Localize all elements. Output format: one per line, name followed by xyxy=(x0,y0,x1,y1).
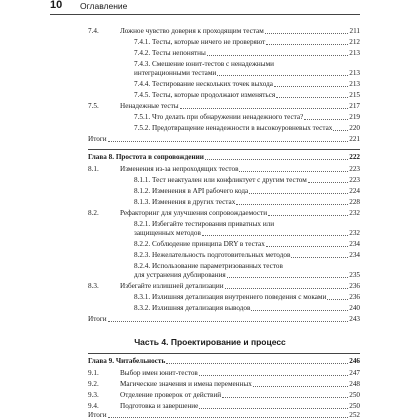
toc-entry[interactable]: 7.5.1. Что делать при обнаружении ненадежного теста? 219 xyxy=(134,113,360,121)
chapter-title[interactable]: Глава 9. Читабельность 246 xyxy=(88,357,360,365)
toc-entry[interactable]: 8.2.2. Соблюдение принципа DRY в тестах 234 xyxy=(134,240,360,248)
section-number: 8.2. xyxy=(88,209,99,217)
toc-entry-summary[interactable]: Итоги 221 xyxy=(88,135,360,143)
toc-entry[interactable]: 7.4.1. Тесты, которые ничего не проверяют 212 xyxy=(134,38,360,46)
chapter-divider xyxy=(88,149,360,150)
toc-entry[interactable]: защищенных методов 232 xyxy=(134,229,360,237)
toc-entry[interactable]: Ложное чувство доверия к проходящим тестам 211 xyxy=(120,27,360,35)
toc-entry-first-line: 7.4.3. Смешение юнит-тестов с ненадежными xyxy=(134,60,274,68)
section-number: 9.1. xyxy=(88,369,99,377)
section-number: 9.4. xyxy=(88,402,99,410)
toc-entry[interactable]: Избегайте излишней детализации 236 xyxy=(120,282,360,290)
chapter-divider xyxy=(88,353,360,354)
page-number: 10 xyxy=(50,0,63,11)
toc-entry[interactable]: 8.2.3. Нежелательность подготовительных методов 234 xyxy=(134,251,360,259)
toc-entry[interactable]: 8.1.1. Тест неактуален или конфликтует с другим тестом 223 xyxy=(134,176,360,184)
toc-entry[interactable]: Выбор имен юнит-тестов 247 xyxy=(120,369,360,377)
toc-entry-first-line: 8.2.4. Использование параметризованных тестов xyxy=(134,262,283,270)
section-number: 8.1. xyxy=(88,165,99,173)
toc-entry-summary[interactable]: Итоги 252 xyxy=(88,411,360,419)
section-number: 7.4. xyxy=(88,27,99,35)
toc-entry[interactable]: 8.1.2. Изменения в API рабочего кода 224 xyxy=(134,187,360,195)
toc-entry-first-line: 8.2.1. Избегайте тестирования приватных или xyxy=(134,220,275,228)
toc-entry[interactable]: Магические значения и имена переменных 248 xyxy=(120,380,360,388)
toc-entry[interactable]: 7.4.5. Тесты, которые продолжают изменяться 215 xyxy=(134,91,360,99)
toc-entry[interactable]: Отделение проверок от действий 250 xyxy=(120,391,360,399)
part-title[interactable]: Часть 4. Проектирование и процесс xyxy=(134,337,286,347)
toc-entry[interactable]: для устранения дублирования 235 xyxy=(134,271,360,279)
toc-entry[interactable]: интеграционными тестами 213 xyxy=(134,69,360,77)
toc-entry[interactable]: Ненадежные тесты 217 xyxy=(120,102,360,110)
section-number: 9.2. xyxy=(88,380,99,388)
section-number: 7.5. xyxy=(88,102,99,110)
toc-entry[interactable]: 7.5.2. Предотвращение ненадежности в высокоуровневых тестах 220 xyxy=(134,124,360,132)
chapter-title[interactable]: Глава 8. Простота в сопровождении 222 xyxy=(88,153,360,161)
section-number: 8.3. xyxy=(88,282,99,290)
toc-entry[interactable]: 8.3.1. Излишняя детализация внутреннего поведения с моками 236 xyxy=(134,293,360,301)
toc-entry[interactable]: 8.3.2. Излишняя детализация выводов 240 xyxy=(134,304,360,312)
toc-entry[interactable]: Изменения из-за непроходящих тестов 223 xyxy=(120,165,360,173)
toc-entry[interactable]: 7.4.4. Тестирование нескольких точек выхода 213 xyxy=(134,80,360,88)
toc-entry[interactable]: Рефакторинг для улучшения сопровождаемости 232 xyxy=(120,209,360,217)
toc-entry-summary[interactable]: Итоги 243 xyxy=(88,315,360,323)
toc-entry[interactable]: 7.4.2. Тесты непонятны 213 xyxy=(134,49,360,57)
toc-entry[interactable]: Подготовка и завершение 250 xyxy=(120,402,360,410)
toc-entry[interactable]: 8.1.3. Изменения в других тестах 228 xyxy=(134,198,360,206)
section-number: 9.3. xyxy=(88,391,99,399)
running-title: Оглавление xyxy=(80,1,128,11)
